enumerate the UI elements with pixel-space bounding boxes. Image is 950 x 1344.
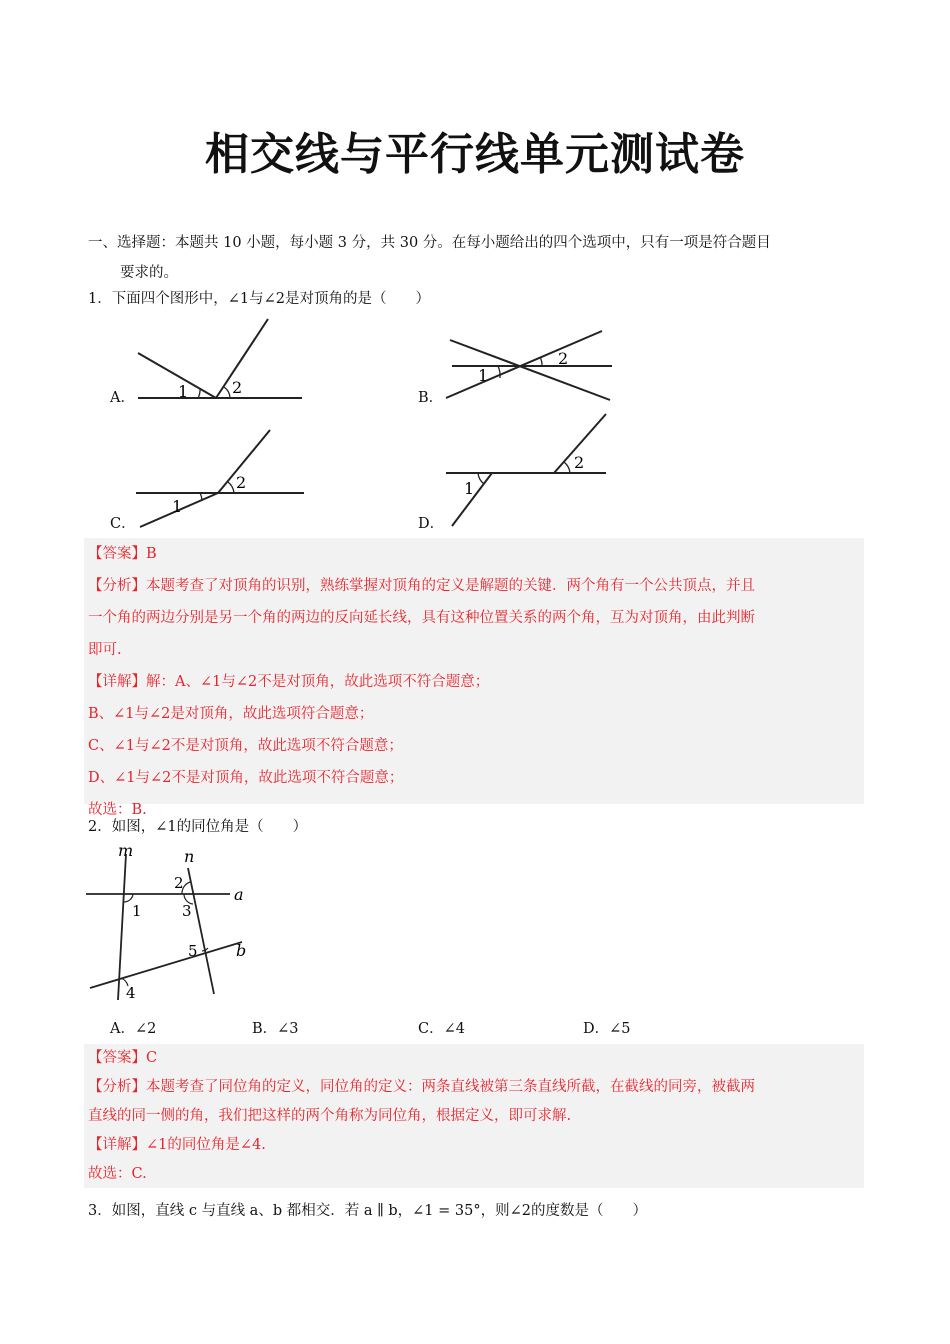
q1-detail-line-2: B、∠1与∠2是对顶角，故此选项符合题意； [88,706,374,722]
q2-label-5: 5 [188,942,198,960]
q1b-label-2: 2 [558,349,569,368]
q2-detail-line-1: 【详解】∠1的同位角是∠4. [88,1137,266,1153]
q1-figure-c [130,428,310,530]
q1-stem: 1．下面四个图形中，∠1与∠2是对顶角的是（ ） [88,291,430,307]
q2-stem: 2．如图，∠1的同位角是（ ） [88,819,308,835]
q1a-label-1: 1 [178,382,189,401]
section-line-2: 要求的。 [120,265,178,281]
q1-option-a: A． [110,390,135,406]
q2-label-m: m [118,841,134,860]
q1-figure-b [440,326,620,406]
q1c-label-1: 1 [172,497,183,516]
q2-option-c: C．∠4 [418,1021,465,1037]
q1d-label-2: 2 [574,453,585,472]
q1a-label-2: 2 [232,378,243,397]
q2-label-3: 3 [182,902,192,920]
q2-option-b: B．∠3 [252,1021,299,1037]
q1-option-b: B． [418,390,444,406]
q2-option-d: D．∠5 [583,1021,631,1037]
q2-label-n: n [184,847,195,866]
q2-analysis-line-2: 直线的同一侧的角，我们把这样的两个角称为同位角，根据定义，即可求解. [88,1108,572,1124]
q1-answer-box [84,538,864,818]
q1-figure-d [440,410,620,530]
q2-label-b: b [236,941,247,960]
q1-analysis-line-2: 一个角的两边分别是另一个角的两边的反向延长线，具有这种位置关系的两个角，互为对顶角，由此判断 [88,610,755,626]
q2-detail-line-2: 故选：C. [88,1166,147,1182]
q2-answer: 【答案】C [88,1050,158,1066]
q2-option-a: A．∠2 [110,1021,157,1037]
q1-figure-a [130,315,310,405]
q1-detail-line-3: C、∠1与∠2不是对顶角，故此选项不符合题意； [88,738,403,754]
q2-label-1: 1 [132,902,142,920]
page-title: 相交线与平行线单元测试卷 [205,129,745,180]
q1-option-d: D． [418,516,445,532]
q1b-label-1: 1 [478,366,489,385]
q2-label-2: 2 [174,874,184,892]
q2-analysis-line-1: 【分析】本题考查了同位角的定义，同位角的定义：两条直线被第三条直线所截，在截线的同旁，被截两 [88,1079,755,1095]
q1-detail-line-4: D、∠1与∠2不是对顶角，故此选项不符合题意； [88,770,404,786]
q2-answer-box [84,1044,864,1188]
q2-figure [86,842,266,1002]
q2-label-4: 4 [126,984,136,1002]
section-heading [88,228,868,288]
q1d-label-1: 1 [464,479,475,498]
q1c-label-2: 2 [236,473,247,492]
q1-detail-line-1: 【详解】解：A、∠1与∠2不是对顶角，故此选项不符合题意； [88,674,490,690]
q1-answer: 【答案】B [88,546,157,562]
q3-stem: 3．如图，直线 c 与直线 a、b 都相交．若 a ∥ b，∠1 = 35°，则∠2的度数是（ ） [88,1203,647,1219]
section-line-1: 一、选择题：本题共 10 小题，每小题 3 分，共 30 分。在每小题给出的四个选项中，只有一项是符合题目 [88,235,771,251]
q1-detail-line-5: 故选：B. [88,802,147,818]
q1-analysis-line-3: 即可. [88,642,122,658]
q2-label-a: a [234,885,244,904]
q1-analysis-line-1: 【分析】本题考查了对顶角的识别，熟练掌握对顶角的定义是解题的关键．两个角有一个公共顶点，并且 [88,578,755,594]
q1-option-c: C． [110,516,136,532]
